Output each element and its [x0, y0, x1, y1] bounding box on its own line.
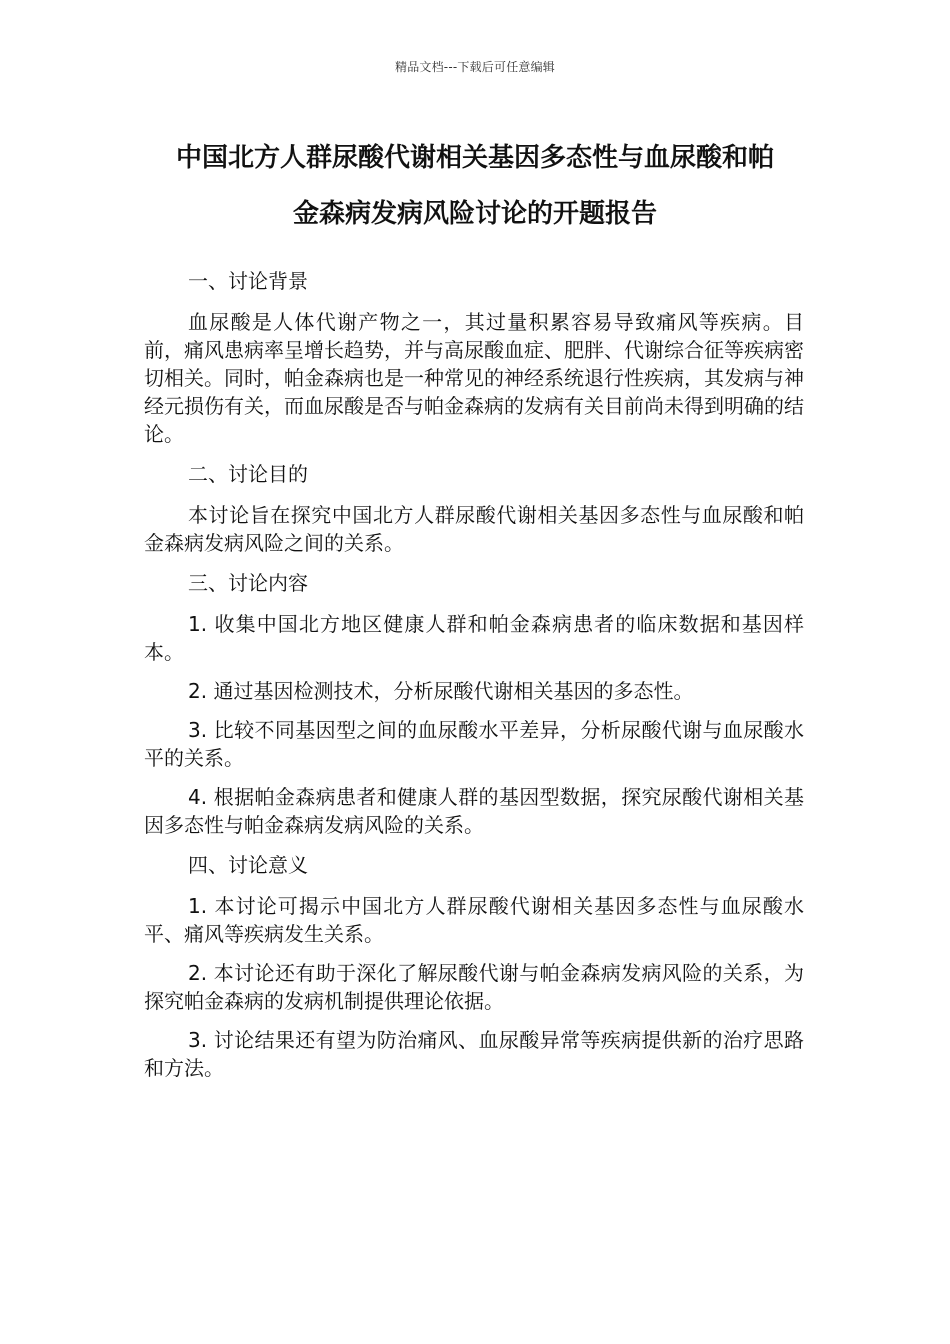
list-item: 2. 本讨论还有助于深化了解尿酸代谢与帕金森病发病风险的关系，为探究帕金森病的发病机制提供理论依据。	[144, 961, 804, 1013]
list-item: 3. 讨论结果还有望为防治痛风、血尿酸异常等疾病提供新的治疗思路和方法。	[144, 1028, 804, 1080]
paragraph: 血尿酸是人体代谢产物之一，其过量积累容易导致痛风等疾病。目前，痛风患病率呈增长趋势，并与高尿酸血症、肥胖、代谢综合征等疾病密切相关。同时，帕金森病也是一种常见的神经系统退行性疾病，其发病与神经元损伤有关，而血尿酸是否与帕金森病的发病有关目前尚未得到明确的结论。	[144, 310, 804, 446]
document-body	[144, 266, 804, 1093]
list-item: 1. 收集中国北方地区健康人群和帕金森病患者的临床数据和基因样本。	[144, 612, 804, 664]
paragraph: 本讨论旨在探究中国北方人群尿酸代谢相关基因多态性与血尿酸和帕金森病发病风险之间的关系。	[144, 503, 804, 555]
section-heading: 三、讨论内容	[188, 571, 308, 595]
document-title-line-1: 中国北方人群尿酸代谢相关基因多态性与血尿酸和帕	[175, 143, 774, 173]
list-item: 2. 通过基因检测技术，分析尿酸代谢相关基因的多态性。	[188, 679, 694, 703]
section-heading: 二、讨论目的	[188, 462, 308, 486]
section-significance	[144, 850, 804, 1082]
section-heading: 一、讨论背景	[188, 269, 308, 293]
section-content	[144, 568, 804, 839]
section-purpose	[144, 459, 804, 557]
list-item: 3. 比较不同基因型之间的血尿酸水平差异，分析尿酸代谢与血尿酸水平的关系。	[144, 718, 804, 770]
header-note: 精品文档---下载后可任意编辑	[395, 60, 555, 74]
list-item: 4. 根据帕金森病患者和健康人群的基因型数据，探究尿酸代谢相关基因多态性与帕金森病发病风险的关系。	[144, 785, 804, 837]
section-background	[144, 266, 804, 448]
document-title	[140, 130, 810, 242]
list-item: 1. 本讨论可揭示中国北方人群尿酸代谢相关基因多态性与血尿酸水平、痛风等疾病发生关系。	[144, 894, 804, 946]
document-title-line-2: 金森病发病风险讨论的开题报告	[292, 199, 657, 229]
section-heading: 四、讨论意义	[188, 853, 308, 877]
